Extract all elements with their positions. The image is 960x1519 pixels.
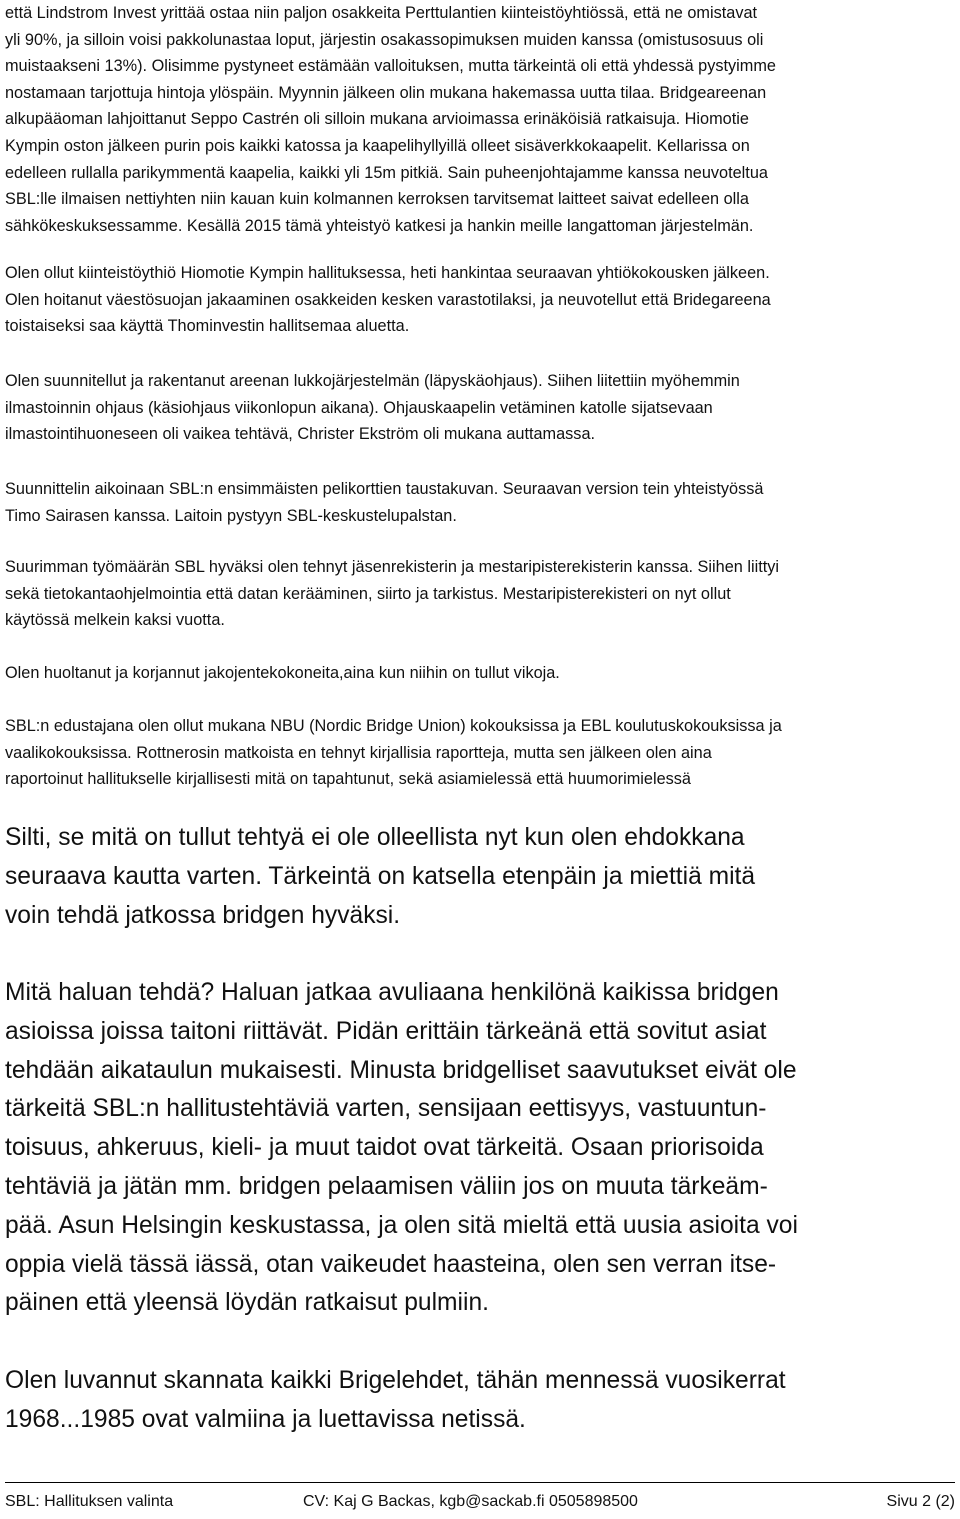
paragraph-board	[5, 260, 953, 340]
paragraph-scanning	[5, 1362, 953, 1440]
text-line: Olen ollut kiinteistöythiö Hiomotie Kympin hallituksessa, heti hankintaa seuraavan yhtiökokousken jälkeen.	[5, 264, 770, 282]
text-line: toistaiseksi saa käyttä Thominvestin hallitsemaa aluetta.	[5, 317, 410, 336]
text-line: tärkeitä SBL:n hallitustehtäviä varten, sensijaan eettisyys, vastuuntun-	[5, 1095, 767, 1123]
text-line: muistaakseni 13%). Olisimme pystyneet estämään valloituksen, mutta tärkeintä oli että yhdessä pystyimme	[5, 57, 776, 76]
text-line: Olen hoitanut väestösuojan jakaaminen osakkeiden kesken varastotilaksi, ja neuvotellut että Bridegareena	[5, 290, 771, 309]
paragraph-looking-forward	[5, 819, 953, 935]
text-line: edelleen rullalla parikymmentä kaapelia, kaikki yli 15m pitkiä. Sain puheenjohtajamme kanssa neuvoteltua	[5, 163, 768, 182]
text-line: Suunnittelin aikoinaan SBL:n ensimmäisten pelikorttien taustakuvan. Seuraavan version tein yhteistyössä	[5, 480, 764, 498]
footer-contact: CV: Kaj G Backas, kgb@sackab.fi 0505898500	[303, 1493, 638, 1510]
footer-page-number: Sivu 2 (2)	[886, 1493, 955, 1510]
text-line: Kympin oston jälkeen purin pois kaikki katossa ja kaapelihyllyillä olleet sisäverkkokaapelit. Kellarissa on	[5, 136, 750, 155]
text-line: että Lindstrom Invest yrittää ostaa niin paljon osakkeita Perttulantien kiinteistöyhtiössä, että ne omistavat	[5, 4, 758, 22]
paragraph-lock-system	[5, 368, 953, 448]
paragraph-cards	[5, 476, 953, 529]
paragraph-registers	[5, 554, 953, 634]
text-line: sähkökeskuksessamme. Kesällä 2015 tämä yhteistyö katkesi ja hankin meille langattoman järjestelmän.	[5, 216, 754, 235]
paragraph-history	[5, 0, 953, 239]
paragraph-dealing-machines	[5, 660, 953, 687]
footer-document-title: SBL: Hallituksen valinta	[5, 1493, 174, 1510]
text-line: alkupääoman lahjoittanut Seppo Castrén oli silloin mukana arvioimassa erinäköisiä ratkaisuja. Hiomotie	[5, 110, 749, 129]
page-footer	[5, 1482, 955, 1519]
text-line: Mitä haluan tehdä? Haluan jatkaa avuliaana henkilönä kaikissa bridgen	[5, 979, 779, 1006]
text-line: 1968...1985 ovat valmiina ja luettavissa netissä.	[5, 1405, 526, 1433]
text-line: asioissa joissa taitoni riittävät. Pidän erittäin tärkeänä että sovitut asiat	[5, 1017, 767, 1045]
text-line: SBL:lle ilmaisen nettiyhten niin kauan kuin kolmannen kerroksen tarvitsemat laitteet saivat edelleen olla	[5, 190, 749, 209]
text-line: sekä tietokantaohjelmointia että datan kerääminen, siirto ja tarkistus. Mestaripisterekisteri on nyt ollut	[5, 584, 731, 603]
text-line: yli 90%, ja silloin voisi pakkolunastaa loput, järjestin osakassopimuksen muiden kanssa (omistusosuus oli	[5, 30, 764, 49]
text-line: ilmastoinnin ohjaus (käsiohjaus viikonlopun aikana). Ohjauskaapelin vetäminen katolle sijatsevaan	[5, 398, 713, 417]
text-line: Olen luvannut skannata kaikki Brigelehdet, tähän mennessä vuosikerrat	[5, 1367, 786, 1394]
text-line: Olen huoltanut ja korjannut jakojentekokoneita,aina kun niihin on tullut vikoja.	[5, 664, 560, 682]
text-line: toisuus, ahkeruus, kieli- ja muut taidot ovat tärkeitä. Osaan priorisoida	[5, 1134, 764, 1162]
text-line: Timo Sairasen kanssa. Laitoin pystyyn SBL-keskustelupalstan.	[5, 506, 457, 525]
text-line: ilmastointihuoneseen oli vaikea tehtävä, Christer Ekström oli mukana auttamassa.	[5, 425, 596, 444]
text-line: oppia vielä tässä iässä, otan vaikeudet haasteina, olen sen verran itse-	[5, 1250, 777, 1278]
text-line: nostamaan tarjottuja hintoja ylöspäin. Myynnin jälkeen olin mukana hakemassa uutta tilaa. Bridgeareenan	[5, 83, 767, 102]
text-line: Suurimman työmäärän SBL hyväksi olen tehnyt jäsenrekisterin ja mestaripisterekisterin kanssa. Siihen liittyi	[5, 558, 779, 576]
text-line: Silti, se mitä on tullut tehtyä ei ole olleellista nyt kun olen ehdokkana	[5, 824, 745, 851]
text-line: SBL:n edustajana olen ollut mukana NBU (Nordic Bridge Union) kokouksissa ja EBL koulutuskokouksissa ja	[5, 717, 782, 735]
paragraph-goals	[5, 974, 953, 1323]
text-line: päinen että yleensä löydän ratkaisut pulmiin.	[5, 1289, 489, 1317]
text-line: vaalikokouksissa. Rottnerosin matkoista en tehnyt kirjallisia raportteja, mutta sen jälkeen olen aina	[5, 743, 712, 762]
text-line: käytössä melkein kaksi vuotta.	[5, 611, 225, 630]
text-line: Olen suunnitellut ja rakentanut areenan lukkojärjestelmän (läpyskäohjaus). Siihen liitettiin myöhemmin	[5, 372, 740, 390]
text-line: tehtäviä ja jätän mm. bridgen pelaamisen väliin jos on muuta tärkeäm-	[5, 1172, 768, 1200]
text-line: tehdään aikataulun mukaisesti. Minusta bridgelliset saavutukset eivät ole	[5, 1056, 797, 1084]
text-line: raportoinut hallitukselle kirjallisesti mitä on tapahtunut, sekä asiamielessä että huumorimielessä	[5, 770, 691, 789]
text-line: pää. Asun Helsingin keskustassa, ja olen sitä mieltä että uusia asioita voi	[5, 1211, 798, 1239]
paragraph-representation	[5, 713, 953, 793]
text-line: voin tehdä jatkossa bridgen hyväksi.	[5, 901, 401, 929]
text-line: seuraava kautta varten. Tärkeintä on katsella etenpäin ja miettiä mitä	[5, 862, 756, 890]
